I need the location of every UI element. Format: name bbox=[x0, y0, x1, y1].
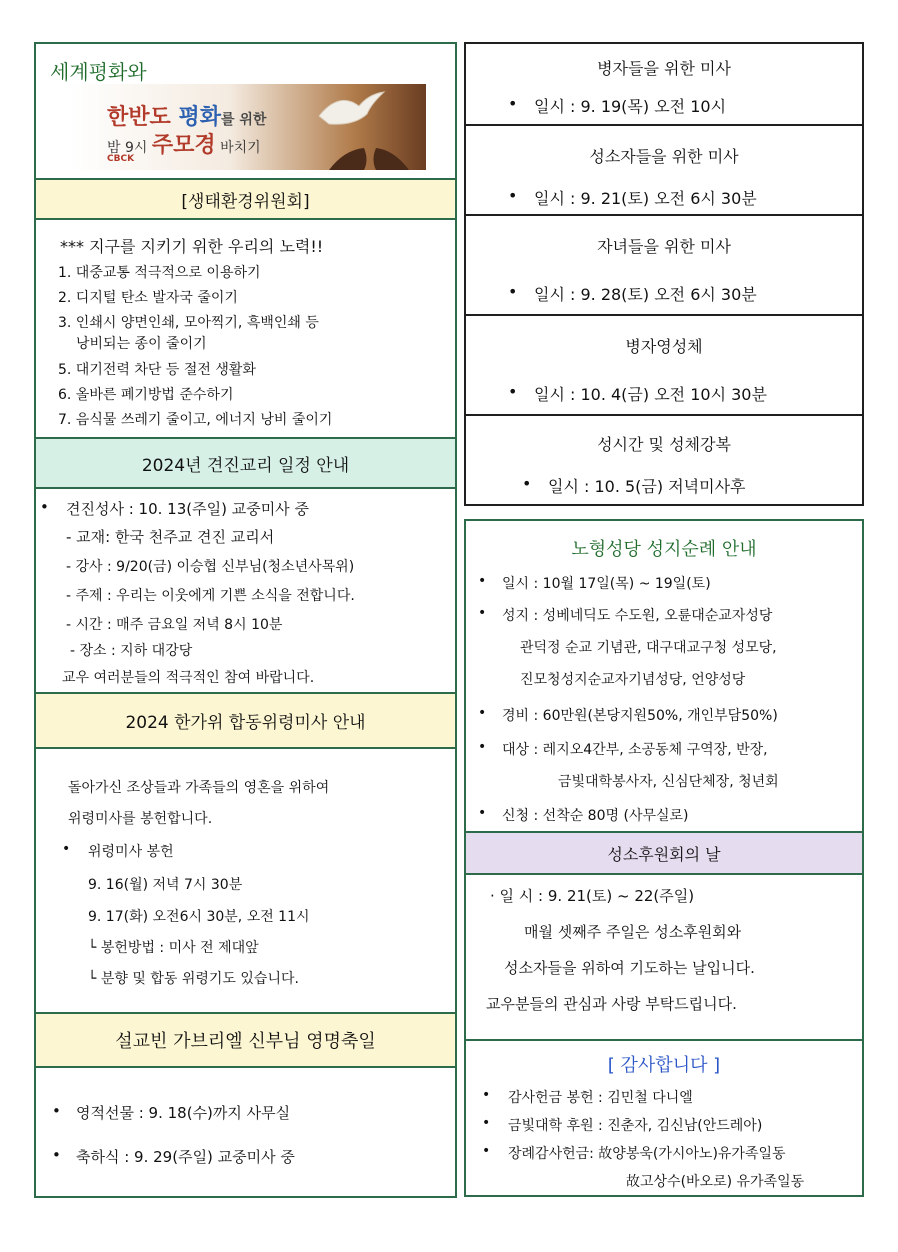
catechism-line: - 장소 : 지하 대강당 bbox=[70, 643, 193, 659]
eco-item: 6. 올바른 폐기방법 준수하기 bbox=[58, 387, 234, 403]
bullet-icon: • bbox=[522, 474, 532, 493]
bullet-icon: • bbox=[52, 1102, 61, 1120]
mass-detail: • 일시 : 9. 21(토) 오전 6시 30분 bbox=[508, 186, 757, 208]
chuseok-note: └ 분향 및 합동 위령기도 있습니다. bbox=[88, 971, 299, 987]
bullet-icon: • bbox=[478, 739, 487, 755]
bullet-icon: • bbox=[478, 605, 487, 621]
mass-title: 성시간 및 성체강복 bbox=[597, 435, 731, 454]
pilgrimage-box bbox=[464, 519, 864, 833]
chuseok-body bbox=[36, 750, 455, 1012]
catechism-line: - 강사 : 9/20(금) 이승협 신부님(청소년사목위) bbox=[66, 559, 355, 575]
bullet-icon: • bbox=[52, 1146, 61, 1164]
bullet-icon: • bbox=[508, 186, 518, 205]
vocation-line: 성소자들을 위하여 기도하는 날입니다. bbox=[504, 959, 755, 977]
feast-body bbox=[36, 1068, 455, 1196]
pilgrimage-cost: • 경비 : 60만원(본당지원50%, 개인부담50%) bbox=[478, 705, 778, 724]
mass-title: 병자영성체 bbox=[625, 337, 703, 356]
mass-box bbox=[464, 42, 864, 126]
feast-item: • 영적선물 : 9. 18(수)까지 사무실 bbox=[52, 1102, 291, 1122]
vocation-date: · 일 시 : 9. 21(토) ~ 22(주일) bbox=[490, 887, 695, 905]
thanks-header: [ 감사합니다 ] bbox=[607, 1055, 721, 1076]
bullet-icon: • bbox=[40, 498, 49, 516]
catechism-line: - 교재: 한국 천주교 견진 교리서 bbox=[66, 528, 275, 546]
peace-title: 세계평화와 bbox=[50, 60, 147, 84]
feast-header: 설교빈 가브리엘 신부님 영명축일 bbox=[36, 1012, 455, 1068]
mass-title: 병자들을 위한 미사 bbox=[597, 59, 731, 78]
pilgrimage-header: 노형성당 성지순례 안내 bbox=[571, 539, 757, 560]
mass-detail: • 일시 : 9. 28(토) 오전 6시 30분 bbox=[508, 282, 757, 304]
chuseok-intro: 돌아가신 조상들과 가족들의 영혼을 위하여 bbox=[68, 780, 330, 796]
chuseok-intro: 위령미사를 봉헌합니다. bbox=[68, 811, 213, 827]
catechism-body bbox=[36, 490, 455, 690]
eco-item: 낭비되는 종이 줄이기 bbox=[76, 336, 207, 352]
bullet-icon: • bbox=[482, 1087, 491, 1103]
eco-item: 1. 대중교통 적극적으로 이용하기 bbox=[58, 265, 261, 281]
mass-detail: • 일시 : 9. 19(목) 오전 10시 bbox=[508, 94, 727, 116]
banner-line-2: 밤 9시 주모경 바치기 bbox=[107, 133, 261, 158]
eco-item: 2. 디지털 탄소 발자국 줄이기 bbox=[58, 290, 238, 306]
pilgrimage-target: • 대상 : 레지오4간부, 소공동체 구역장, 반장, bbox=[478, 739, 768, 758]
thanks-item: • 금빛대학 후원 : 진춘자, 김신남(안드레아) bbox=[482, 1115, 763, 1134]
chuseok-note: └ 봉헌방법 : 미사 전 제대앞 bbox=[88, 940, 259, 956]
bullet-icon: • bbox=[508, 282, 518, 301]
catechism-lead: • 견진성사 : 10. 13(주일) 교중미사 중 bbox=[40, 498, 309, 518]
catechism-closing: 교우 여러분들의 적극적인 참여 바랍니다. bbox=[62, 670, 315, 686]
bullet-icon: • bbox=[478, 805, 487, 821]
mass-title: 자녀들을 위한 미사 bbox=[597, 237, 731, 256]
banner-line-1: 한반도 평화를 위한 bbox=[107, 105, 267, 130]
mass-box bbox=[464, 314, 864, 416]
catechism-line: - 시간 : 매주 금요일 저녁 8시 10분 bbox=[66, 617, 283, 633]
bullet-icon: • bbox=[478, 705, 487, 721]
mass-title: 성소자들을 위한 미사 bbox=[589, 147, 739, 166]
eco-body bbox=[36, 220, 455, 436]
bullet-icon: • bbox=[482, 1143, 491, 1159]
bullet-icon: • bbox=[478, 573, 487, 589]
peace-block bbox=[36, 44, 455, 178]
thanks-extra: 故고상수(바오로) 유가족일동 bbox=[626, 1174, 805, 1190]
pilgrimage-target: 금빛대학봉사자, 신심단체장, 청년회 bbox=[558, 774, 779, 790]
thanks-item: • 감사헌금 봉헌 : 김민철 다니엘 bbox=[482, 1087, 693, 1106]
eco-item: 7. 음식물 쓰레기 줄이고, 에너지 낭비 줄이기 bbox=[58, 412, 333, 428]
pilgrimage-site: 관덕정 순교 기념관, 대구대교구청 성모당, bbox=[520, 640, 777, 656]
vocation-line: 매월 셋째주 주일은 성소후원회와 bbox=[524, 923, 742, 941]
pilgrimage-site: • 성지 : 성베네딕도 수도원, 오륜대순교자성당 bbox=[478, 605, 773, 624]
hands-icon bbox=[324, 130, 414, 170]
bullet-icon: • bbox=[508, 94, 518, 113]
bullet-icon: • bbox=[508, 382, 518, 401]
cbck-logo: CBCK bbox=[107, 154, 135, 164]
mass-box bbox=[464, 414, 864, 506]
mass-detail: • 일시 : 10. 4(금) 오전 10시 30분 bbox=[508, 382, 767, 404]
thanks-box bbox=[464, 1039, 864, 1197]
peace-banner bbox=[69, 84, 426, 170]
feast-item: • 축하식 : 9. 29(주일) 교중미사 중 bbox=[52, 1146, 295, 1166]
chuseok-date: 9. 16(월) 저녁 7시 30분 bbox=[88, 877, 243, 893]
eco-item: 5. 대기전력 차단 등 절전 생활화 bbox=[58, 362, 256, 378]
eco-header: [생태환경위원회] bbox=[36, 178, 455, 220]
eco-item: 3. 인쇄시 양면인쇄, 모아찍기, 흑백인쇄 등 bbox=[58, 315, 319, 331]
chuseok-bullet: • 위령미사 봉헌 bbox=[62, 841, 174, 860]
bullet-icon: • bbox=[482, 1115, 491, 1131]
mass-box bbox=[464, 124, 864, 216]
eco-intro: *** 지구를 지키기 위한 우리의 노력!! bbox=[60, 237, 324, 256]
vocation-line: 교우분들의 관심과 사랑 부탁드립니다. bbox=[486, 995, 737, 1013]
dove-icon bbox=[309, 86, 389, 136]
catechism-line: - 주제 : 우리는 이웃에게 기쁜 소식을 전합니다. bbox=[66, 588, 355, 604]
vocation-header: 성소후원회의 날 bbox=[466, 833, 862, 875]
chuseok-date: 9. 17(화) 오전6시 30분, 오전 11시 bbox=[88, 909, 310, 925]
vocation-box bbox=[464, 831, 864, 1041]
mass-detail: • 일시 : 10. 5(금) 저녁미사후 bbox=[522, 474, 746, 496]
pilgrimage-site: 진모청성지순교자기념성당, 언양성당 bbox=[520, 672, 746, 688]
chuseok-header: 2024 한가위 합동위령미사 안내 bbox=[36, 692, 455, 749]
mass-box bbox=[464, 214, 864, 316]
pilgrimage-apply: • 신청 : 선착순 80명 (사무실로) bbox=[478, 805, 689, 824]
thanks-item: • 장례감사헌금: 故양봉욱(가시아노)유가족일동 bbox=[482, 1143, 786, 1162]
catechism-header: 2024년 견진교리 일정 안내 bbox=[36, 437, 455, 489]
pilgrimage-date: • 일시 : 10월 17일(목) ~ 19일(토) bbox=[478, 573, 711, 592]
bullet-icon: • bbox=[62, 841, 71, 857]
